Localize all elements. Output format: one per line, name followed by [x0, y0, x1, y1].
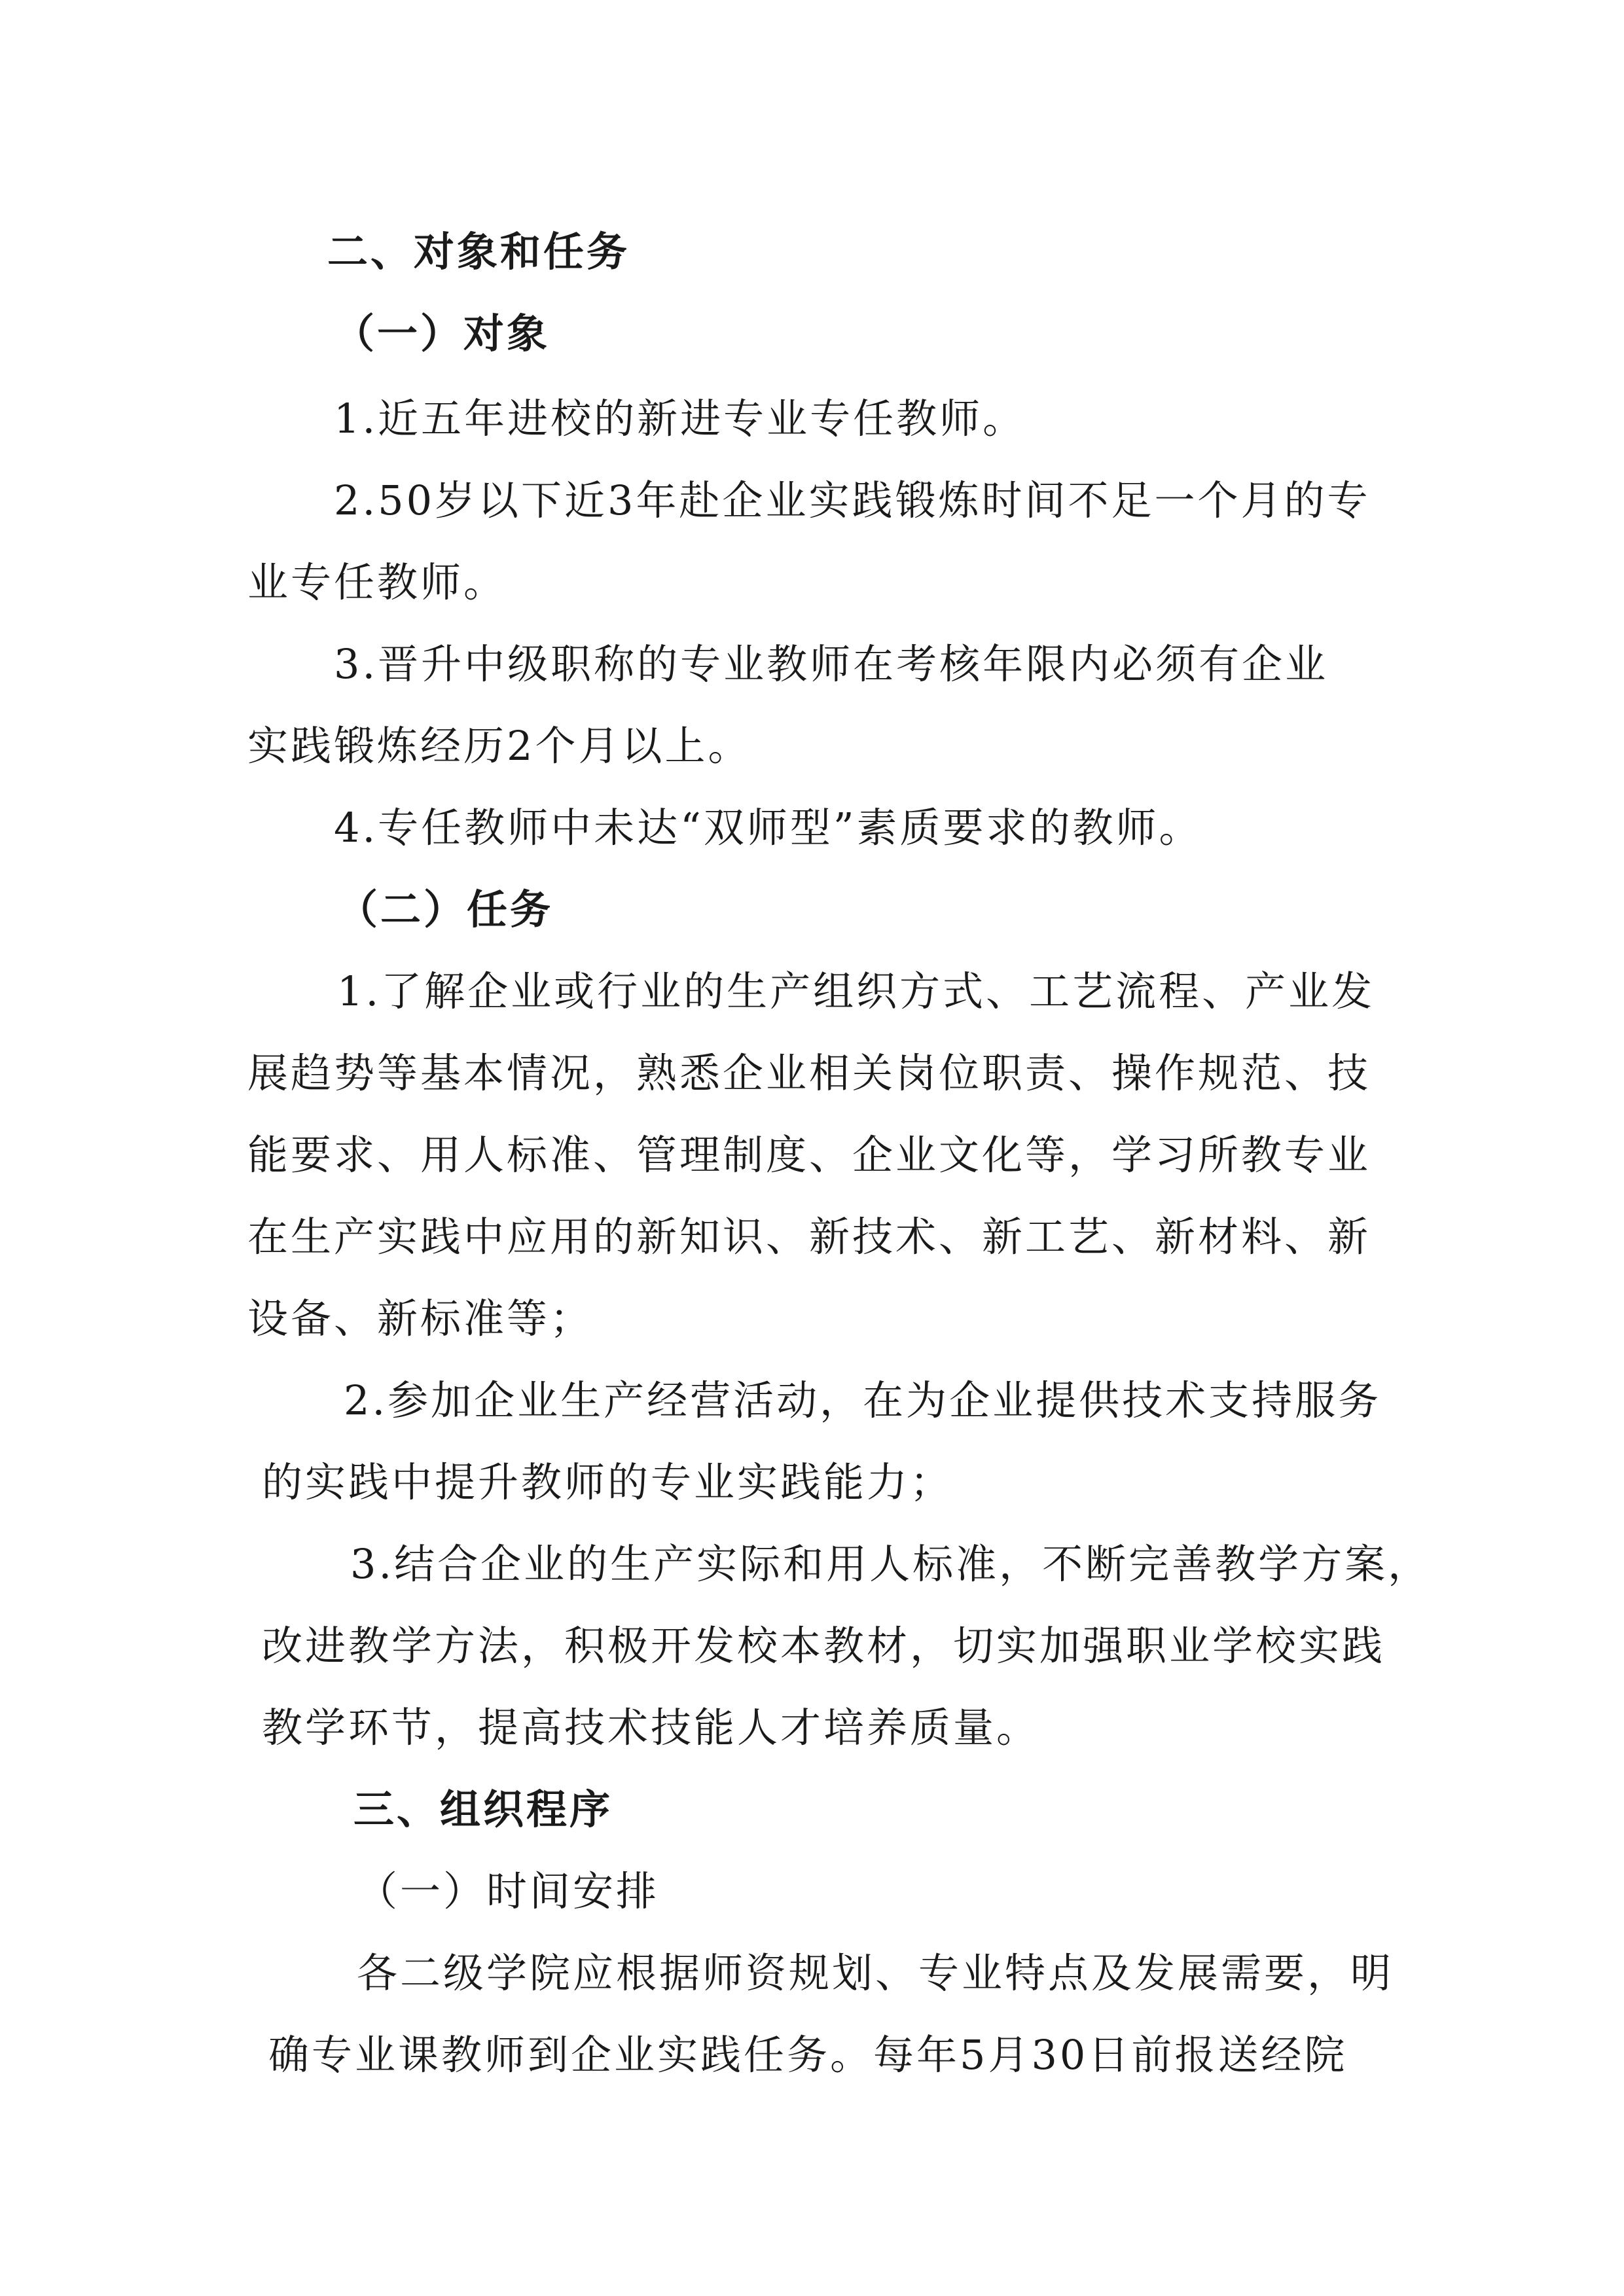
paragraph-line: 业专任教师。 — [247, 558, 507, 606]
paragraph-line: 1.近五年进校的新进专业专任教师。 — [334, 395, 1026, 442]
section-heading-2: 二、对象和任务 — [327, 228, 630, 276]
paragraph-line: 3.结合企业的生产实际和用人标准，不断完善教学方案， — [350, 1540, 1432, 1588]
paragraph-line: 实践锻炼经历2个月以上。 — [247, 722, 751, 770]
paragraph-line: 展趋势等基本情况，熟悉企业相关岗位职责、操作规范、技 — [247, 1049, 1371, 1097]
paragraph-line: 教学环节，提高技术技能人才培养质量。 — [262, 1704, 1040, 1751]
paragraph-line: 2.50岁以下近3年赴企业实践锻炼时间不足一个月的专 — [334, 476, 1371, 524]
paragraph-line: 各二级学院应根据师资规划、专业特点及发展需要，明 — [357, 1949, 1394, 1997]
paragraph-line: 改进教学方法，积极开发校本教材，切实加强职业学校实践 — [262, 1622, 1386, 1670]
paragraph-line: 能要求、用人标准、管理制度、企业文化等，学习所教专业 — [247, 1131, 1371, 1179]
paragraph-line: 4.专任教师中未达“双师型”素质要求的教师。 — [334, 804, 1202, 852]
paragraph-line: 确专业课教师到企业实践任务。每年5月30日前报送经院 — [268, 2031, 1348, 2079]
subsection-heading-schedule: （一）时间安排 — [357, 1867, 660, 1915]
paragraph-line: 2.参加企业生产经营活动，在为企业提供技术支持服务 — [344, 1376, 1382, 1424]
paragraph-line: 设备、新标准等； — [247, 1295, 594, 1342]
subsection-heading-tasks: （二）任务 — [337, 886, 554, 933]
subsection-heading-objects: （一）对象 — [334, 310, 550, 357]
paragraph-line: 3.晋升中级职称的专业教师在考核年限内必须有企业 — [334, 640, 1329, 688]
paragraph-line: 的实践中提升教师的专业实践能力； — [262, 1458, 954, 1506]
section-heading-3: 三、组织程序 — [353, 1785, 613, 1833]
paragraph-line: 在生产实践中应用的新知识、新技术、新工艺、新材料、新 — [247, 1213, 1371, 1261]
paragraph-line: 1.了解企业或行业的生产组织方式、工艺流程、产业发 — [337, 967, 1375, 1015]
